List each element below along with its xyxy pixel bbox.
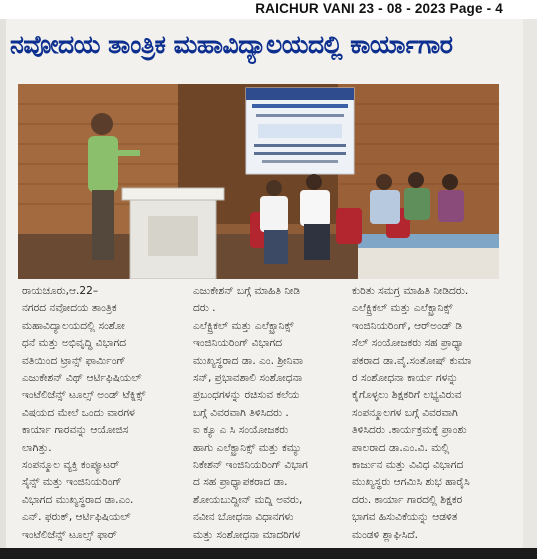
column-line: ಸೆಲ್ ಸಂಯೋಜಕರು ಸಹ ಪ್ರಾಧ್ಯಾ xyxy=(352,337,464,350)
column-line: ದರು. ಕಾರ್ಯಾ ಗಾರದಲ್ಲಿ ಶಿಕ್ಷಕರ xyxy=(352,493,463,506)
column-line: ದ ಸಹ ಪ್ರಾಧ್ಯಾಪಕರಾದ ಡಾ. xyxy=(193,476,288,489)
column-line: ನವೀನ ಬೋಧನಾ ವಿಧಾನಗಳು xyxy=(193,511,294,524)
column-line: ಮಹಾವಿದ್ಯಾಲಯದಲ್ಲಿ ಸಂಶೋ xyxy=(22,319,125,332)
column-line: ಭಾಗವ ಹಿಸುವಿಕೆಯನ್ನು ಆಡಳಿತ xyxy=(352,511,458,524)
column-line: ಸಂಪನ್ಮೂಲ ವ್ಯಕ್ತಿ ಕಂಪ್ಯೂಟರ್ xyxy=(22,459,120,472)
column-line: ನಗರದ ನವೋದಯ ತಾಂತ್ರಿಕ xyxy=(22,302,117,315)
article-column-1 xyxy=(22,283,178,545)
column-line: ವತಿಯಿಂದ ಟ್ರಾನ್ಸ್ ಫಾರ್ಮಿಂಗ್ xyxy=(22,354,126,367)
page-left-margin xyxy=(0,19,6,548)
column-line: ಎಲೆಕ್ಟ್ರಿಕಲ್ ಮತ್ತು ಎಲೆಕ್ಟ್ರಾನಿಕ್ಸ್ xyxy=(352,302,453,315)
masthead: RAICHUR VANI 23 - 08 - 2023 Page - 4 xyxy=(255,1,503,16)
column-line: ಸಂಪನ್ಮೂಲಗಳ ಬಗ್ಗೆ ವಿವರವಾಗಿ xyxy=(352,406,458,419)
column-line: ಮತ್ತು ಸಂಶೋಧನಾ ಮಾದರಿಗಳ xyxy=(193,528,301,541)
column-line: ರಾಯಚೂರು,ಆ.22– xyxy=(22,285,99,297)
column-line: ರ ಸಂಶೋಧನಾ ಕಾರ್ಯ ಗಳನ್ನು xyxy=(352,372,459,385)
column-line: ನಿಕೇಶನ್ ಇಂಜಿನಿಯರಿಂಗ್ ವಿಭಾಗ xyxy=(193,459,308,472)
bottom-rule xyxy=(0,548,537,559)
column-line: ಸನ್, ಪ್ರಭಾವಶಾಲಿ ಸಂಶೋಧನಾ xyxy=(193,372,303,385)
column-line: ಎಜುಕೇಶನ್ ಬಗ್ಗೆ ಮಾಹಿತಿ ನೀಡಿ xyxy=(193,285,301,297)
column-line: ಲಾಗಿತ್ತು. xyxy=(22,441,52,454)
column-line: ಮುಖ್ಯಸ್ಥರಾದ ಡಾ. ಎಂ. ಶ್ರೀನಿವಾ xyxy=(193,354,304,367)
column-line: ಇಂಟೆಲಿಜೆನ್ಸ್ ಟೂಲ್ಸ್ ಫಾರ್ xyxy=(22,528,117,541)
column-line: ಕಾರ್ಜುನ ಮತ್ತು ವಿವಿಧ ವಿಭಾಗದ xyxy=(352,459,464,472)
article-column-2 xyxy=(193,283,348,545)
column-line: ಮಂಡಳಿ ಶ್ಲಾಘಿಸಿದೆ. xyxy=(352,528,419,541)
column-line: ಕಾರ್ಯಾ ಗಾರವನ್ನು ಆಯೋಜಿಸ xyxy=(22,424,129,437)
seminar-photo-illustration xyxy=(18,84,499,279)
column-line: ಕುರಿತು ಸಮಗ್ರ ಮಾಹಿತಿ ನೀಡಿದರು. xyxy=(352,285,469,297)
column-line: ಇಂಜಿನಿಯರಿಂಗ್, ಆರ್‌ಅಂಡ್ ಡಿ xyxy=(352,319,463,332)
article-column-3 xyxy=(352,283,508,545)
column-line: ಎಲೆಕ್ಟ್ರಿಕಲ್ ಮತ್ತು ಎಲೆಕ್ಟ್ರಾನಿಕ್ಸ್ xyxy=(193,319,294,332)
column-line: ಧನೆ ಮತ್ತು ಅಭಿವೃದ್ಧಿ ವಿಭಾಗದ xyxy=(22,337,127,350)
column-line: ವಿಭಾಗದ ಮುಖ್ಯಸ್ಥರಾದ ಡಾ.ಎಂ. xyxy=(22,493,134,506)
column-line: ಎನ್. ಫರುಕ್, ಆರ್ಟಿಫಿಷಿಯಲ್ xyxy=(22,511,131,524)
column-line: ಮುಖ್ಯಸ್ಥರು ಆಗಮಿಸಿ ಶುಭ ಹಾರೈಸಿ xyxy=(352,476,470,489)
page-right-margin xyxy=(523,19,537,548)
column-line: ದರು . xyxy=(193,302,216,315)
column-line: ಎಜುಕೇಶನ್ ವಿಥ್ ಆರ್ಟಿಫಿಷಿಯಲ್ xyxy=(22,372,142,385)
column-line: ಕೈಗೊಳ್ಳಲು ಶಿಕ್ಷಕರಿಗೆ ಲಭ್ಯವಿರುವ xyxy=(352,389,462,402)
page-header-strip xyxy=(0,0,537,19)
article-headline: ನವೋದಯ ತಾಂತ್ರಿಕ ಮಹಾವಿದ್ಯಾಲಯದಲ್ಲಿ ಕಾರ್ಯಾಗಾರ xyxy=(10,30,453,59)
column-line: ಹಾಗು ಎಲೆಕ್ಟ್ರಾನಿಕ್ಸ್ ಮತ್ತು ಕಮ್ಯು xyxy=(193,441,302,454)
column-line: ಐ ಕ್ಯೂ ಎ ಸಿ ಸಂಯೋಜಕರು xyxy=(193,424,289,437)
column-line: ಪಕರಾದ ಡಾ.ವೈ.ಸಂತೋಷ್ ಕುಮಾ xyxy=(352,354,472,367)
column-line: ವಿಷಯದ ಮೇಲೆ ಒಂದು ವಾರಗಳ xyxy=(22,406,135,419)
column-line: ಶೋಯಬುದ್ದೀನ್ ಮದ್ನಿ ಅವರು, xyxy=(193,493,303,506)
column-line: ಇಂಜಿನಿಯರಿಂಗ್ ವಿಭಾಗದ xyxy=(193,337,283,350)
column-line: ಇಂಟೆಲಿಜೆನ್ಸ್ ಟೂಲ್ಸ್ ಅಂಡ್ ಟೆಕ್ನಿಕ್ಸ್ xyxy=(22,389,146,402)
article-photo xyxy=(18,84,499,279)
column-line: ಪಾಲರಾದ ಡಾ.ಎಂ.ವಿ. ಮಲ್ಲಿ xyxy=(352,441,450,454)
column-line: ಸೈನ್ಸ್ ಮತ್ತು ಇಂಜಿನಿಯರಿಂಗ್ xyxy=(22,476,122,489)
column-line: ಬಗ್ಗೆ ವಿವರವಾಗಿ ತಿಳಿಸಿದರು . xyxy=(193,406,289,419)
column-line: ಪ್ರಬಂಧಗಳನ್ನು ರಚಿಸುವ ಕಲೆಯ xyxy=(193,389,300,402)
column-line: ತಿಳಿಸಿದರು .ಕಾರ್ಯಕ್ರಮಕ್ಕೆ ಪ್ರಾಂಶು xyxy=(352,424,467,437)
